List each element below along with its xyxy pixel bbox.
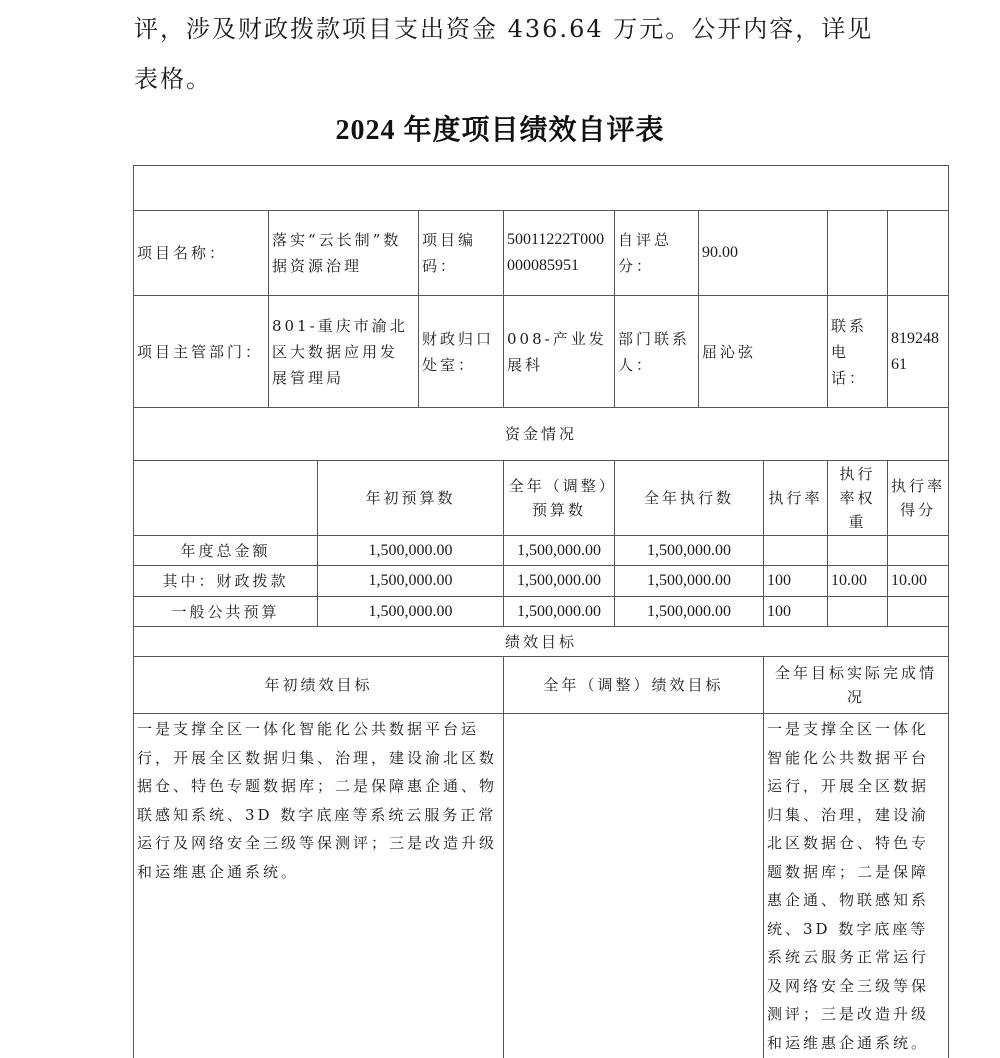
finance-office-label: 财政归口处室： bbox=[419, 296, 504, 408]
funds-row-weight: 10.00 bbox=[828, 566, 888, 597]
phone-label: 联系电话： bbox=[828, 296, 888, 408]
funds-col-header-0 bbox=[134, 461, 318, 536]
contact-label: 部门联系人： bbox=[615, 296, 699, 408]
contact-value: 屈沁弦 bbox=[699, 296, 828, 408]
funds-row-executed: 1,500,000.00 bbox=[615, 597, 764, 627]
self-evaluation-table bbox=[133, 165, 949, 1058]
project-name-label: 项目名称： bbox=[134, 211, 269, 296]
funds-col-header-adjusted: 全年（调整）预算数 bbox=[504, 461, 615, 536]
funds-row-weight bbox=[828, 536, 888, 566]
goals-col-header-adjusted: 全年（调整）绩效目标 bbox=[504, 657, 764, 714]
funds-col-header-initial: 年初预算数 bbox=[318, 461, 504, 536]
table-header-cell bbox=[134, 166, 949, 211]
intro-line-1: 评，涉及财政拨款项目支出资金 436.64 万元。公开内容，详见 bbox=[134, 4, 894, 54]
funds-row-label: 年度总金额 bbox=[134, 536, 318, 566]
project-code-value: 50011222T000000085951 bbox=[504, 211, 615, 296]
empty-cell bbox=[828, 211, 888, 296]
funds-row-score bbox=[888, 597, 949, 627]
goals-content-row bbox=[134, 714, 949, 1058]
goals-initial-text: 一是支撑全区一体化智能化公共数据平台运行，开展全区数据归集、治理，建设渝北区数据仓、特色专题数据库；二是保障惠企通、物联感知系统、3D 数字底座等系统云服务正常运行及网络安全三级等保测评；三是改造升级和运维惠企通系统。 bbox=[134, 714, 504, 1058]
self-score-value: 90.00 bbox=[699, 211, 828, 296]
funds-row bbox=[134, 597, 949, 627]
goals-header-row bbox=[134, 657, 949, 714]
funds-row bbox=[134, 536, 949, 566]
department-label: 项目主管部门： bbox=[134, 296, 269, 408]
funds-row-executed: 1,500,000.00 bbox=[615, 566, 764, 597]
project-name-row bbox=[134, 211, 949, 296]
funds-row-adjusted: 1,500,000.00 bbox=[504, 597, 615, 627]
funds-col-header-executed: 全年执行数 bbox=[615, 461, 764, 536]
finance-office-value: 008-产业发展科 bbox=[504, 296, 615, 408]
goals-col-header-initial: 年初绩效目标 bbox=[134, 657, 504, 714]
funds-row-initial: 1,500,000.00 bbox=[318, 566, 504, 597]
project-name-value: 落实“云长制”数据资源治理 bbox=[269, 211, 419, 296]
funds-section-heading: 资金情况 bbox=[134, 408, 949, 461]
funds-col-header-rate: 执行率 bbox=[764, 461, 828, 536]
funds-row-label: 一般公共预算 bbox=[134, 597, 318, 627]
funds-row-weight bbox=[828, 597, 888, 627]
funds-row-adjusted: 1,500,000.00 bbox=[504, 536, 615, 566]
intro-paragraph bbox=[134, 4, 894, 104]
funds-row bbox=[134, 566, 949, 597]
funds-col-header-score: 执行率得分 bbox=[888, 461, 949, 536]
funds-row-score: 10.00 bbox=[888, 566, 949, 597]
funds-row-initial: 1,500,000.00 bbox=[318, 536, 504, 566]
project-code-label: 项目编码： bbox=[419, 211, 504, 296]
table-header-row bbox=[134, 166, 949, 211]
phone-value: 81924861 bbox=[888, 296, 949, 408]
goals-actual-text: 一是支撑全区一体化智能化公共数据平台运行，开展全区数据归集、治理，建设渝北区数据仓、特色专题数据库；二是保障惠企通、物联感知系统、3D 数字底座等系统云服务正常运行及网络安全三级等保测评；三是改造升级和运维惠企通系统。 bbox=[764, 714, 949, 1058]
funds-row-initial: 1,500,000.00 bbox=[318, 597, 504, 627]
goals-adjusted-text bbox=[504, 714, 764, 1058]
funds-row-adjusted: 1,500,000.00 bbox=[504, 566, 615, 597]
document-title: 2024 年度项目绩效自评表 bbox=[0, 108, 1000, 148]
funds-row-rate bbox=[764, 536, 828, 566]
department-row bbox=[134, 296, 949, 408]
goals-col-header-actual: 全年目标实际完成情况 bbox=[764, 657, 949, 714]
funds-header-row bbox=[134, 461, 949, 536]
goals-section-heading: 绩效目标 bbox=[134, 627, 949, 657]
goals-section-row bbox=[134, 627, 949, 657]
intro-line-2: 表格。 bbox=[134, 54, 894, 104]
department-value: 801-重庆市渝北区大数据应用发展管理局 bbox=[269, 296, 419, 408]
funds-section-row bbox=[134, 408, 949, 461]
funds-row-label: 其中：财政拨款 bbox=[134, 566, 318, 597]
funds-row-score bbox=[888, 536, 949, 566]
funds-row-rate: 100 bbox=[764, 597, 828, 627]
funds-row-rate: 100 bbox=[764, 566, 828, 597]
funds-row-executed: 1,500,000.00 bbox=[615, 536, 764, 566]
self-score-label: 自评总分： bbox=[615, 211, 699, 296]
empty-cell bbox=[888, 211, 949, 296]
funds-col-header-weight: 执行率权重 bbox=[828, 461, 888, 536]
